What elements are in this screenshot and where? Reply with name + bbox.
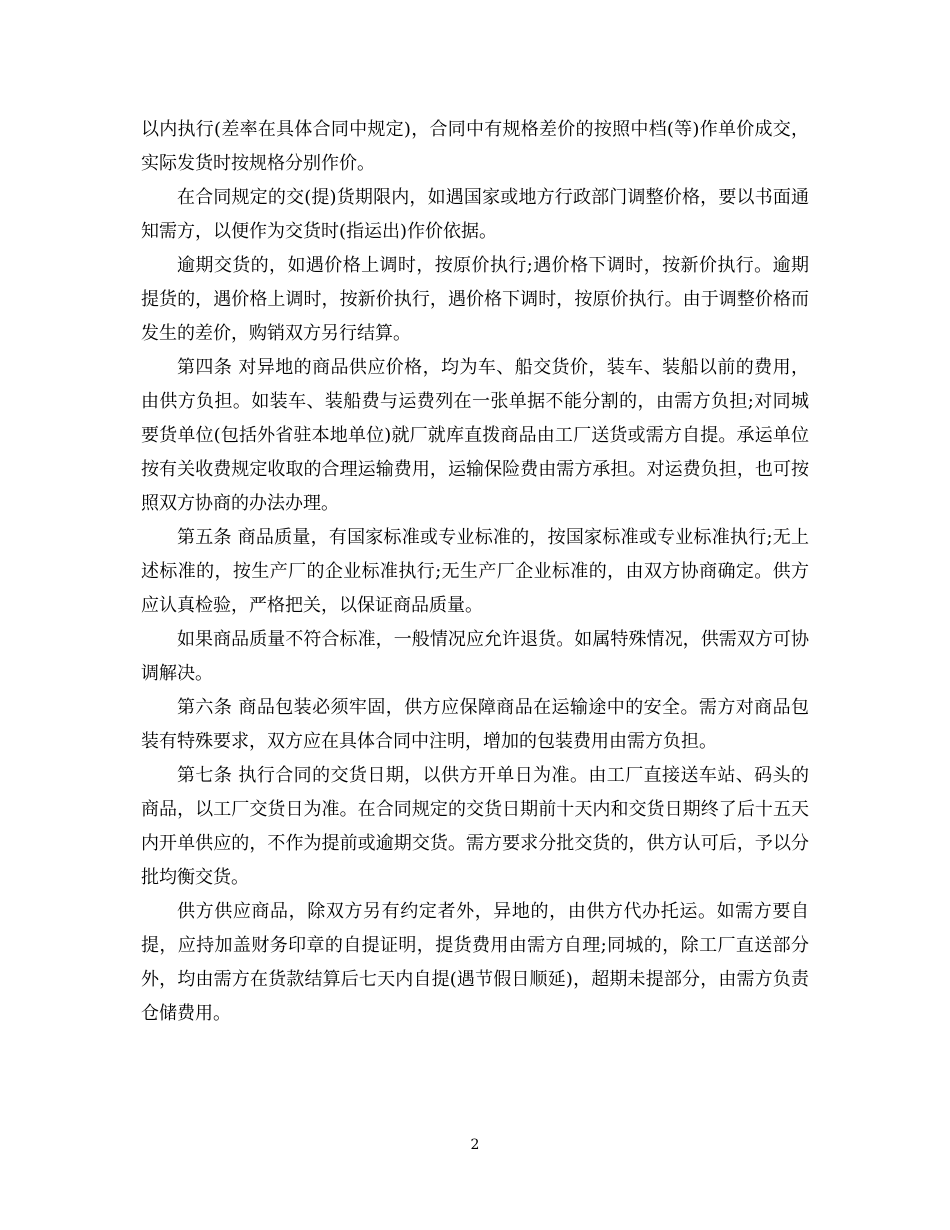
paragraph-quality-return: 如果商品质量不符合标准，一般情况应允许退货。如属特殊情况，供需双方可协调解决。	[141, 629, 809, 684]
paragraph-delivery-pickup: 供方供应商品，除双方另有约定者外，异地的，由供方代办托运。如需方要自提，应持加盖财务印章的自提证明，提货费用由需方自理;同城的，除工厂直送部分外，均由需方在货款结算后七天内自提(遇节假日顺延)，超期未提部分，由需方负责仓储费用。	[141, 901, 809, 1024]
paragraph-article-6: 第六条 商品包装必须牢固，供方应保障商品在运输途中的安全。需方对商品包装有特殊要求，双方应在具体合同中注明，增加的包装费用由需方负担。	[141, 697, 809, 752]
paragraph-overdue-pricing: 逾期交货的，如遇价格上调时，按原价执行;遇价格下调时，按新价执行。逾期提货的，遇价格上调时，按新价执行，遇价格下调时，按原价执行。由于调整价格而发生的差价，购销双方另行结算。	[141, 255, 809, 344]
paragraph-article-5: 第五条 商品质量，有国家标准或专业标准的，按国家标准或专业标准执行;无上述标准的，按生产厂的企业标准执行;无生产厂企业标准的，由双方协商确定。供方应认真检验，严格把关，以保证商品质量。	[141, 527, 809, 616]
paragraph-price-adjustment-notice: 在合同规定的交(提)货期限内，如遇国家或地方行政部门调整价格，要以书面通知需方，以便作为交货时(指运出)作价依据。	[141, 187, 809, 242]
paragraph-article-4: 第四条 对异地的商品供应价格，均为车、船交货价，装车、装船以前的费用，由供方负担。如装车、装船费与运费列在一张单据不能分割的，由需方负担;对同城要货单位(包括外省驻本地单位)就厂就库直拨商品由工厂送货或需方自提。承运单位按有关收费规定收取的合理运输费用，运输保险费由需方承担。对运费负担，也可按照双方协商的办法办理。	[141, 357, 809, 514]
paragraph-article-7: 第七条 执行合同的交货日期，以供方开单日为准。由工厂直接送车站、码头的商品，以工厂交货日为准。在合同规定的交货日期前十天内和交货日期终了后十五天内开单供应的，不作为提前或逾期交货。需方要求分批交货的，供方认可后，予以分批均衡交货。	[141, 765, 809, 888]
page-number: 2	[470, 1137, 480, 1153]
paragraph-continued: 以内执行(差率在具体合同中规定)，合同中有规格差价的按照中档(等)作单价成交，实际发货时按规格分别作价。	[141, 119, 809, 174]
document-body	[141, 113, 809, 1031]
